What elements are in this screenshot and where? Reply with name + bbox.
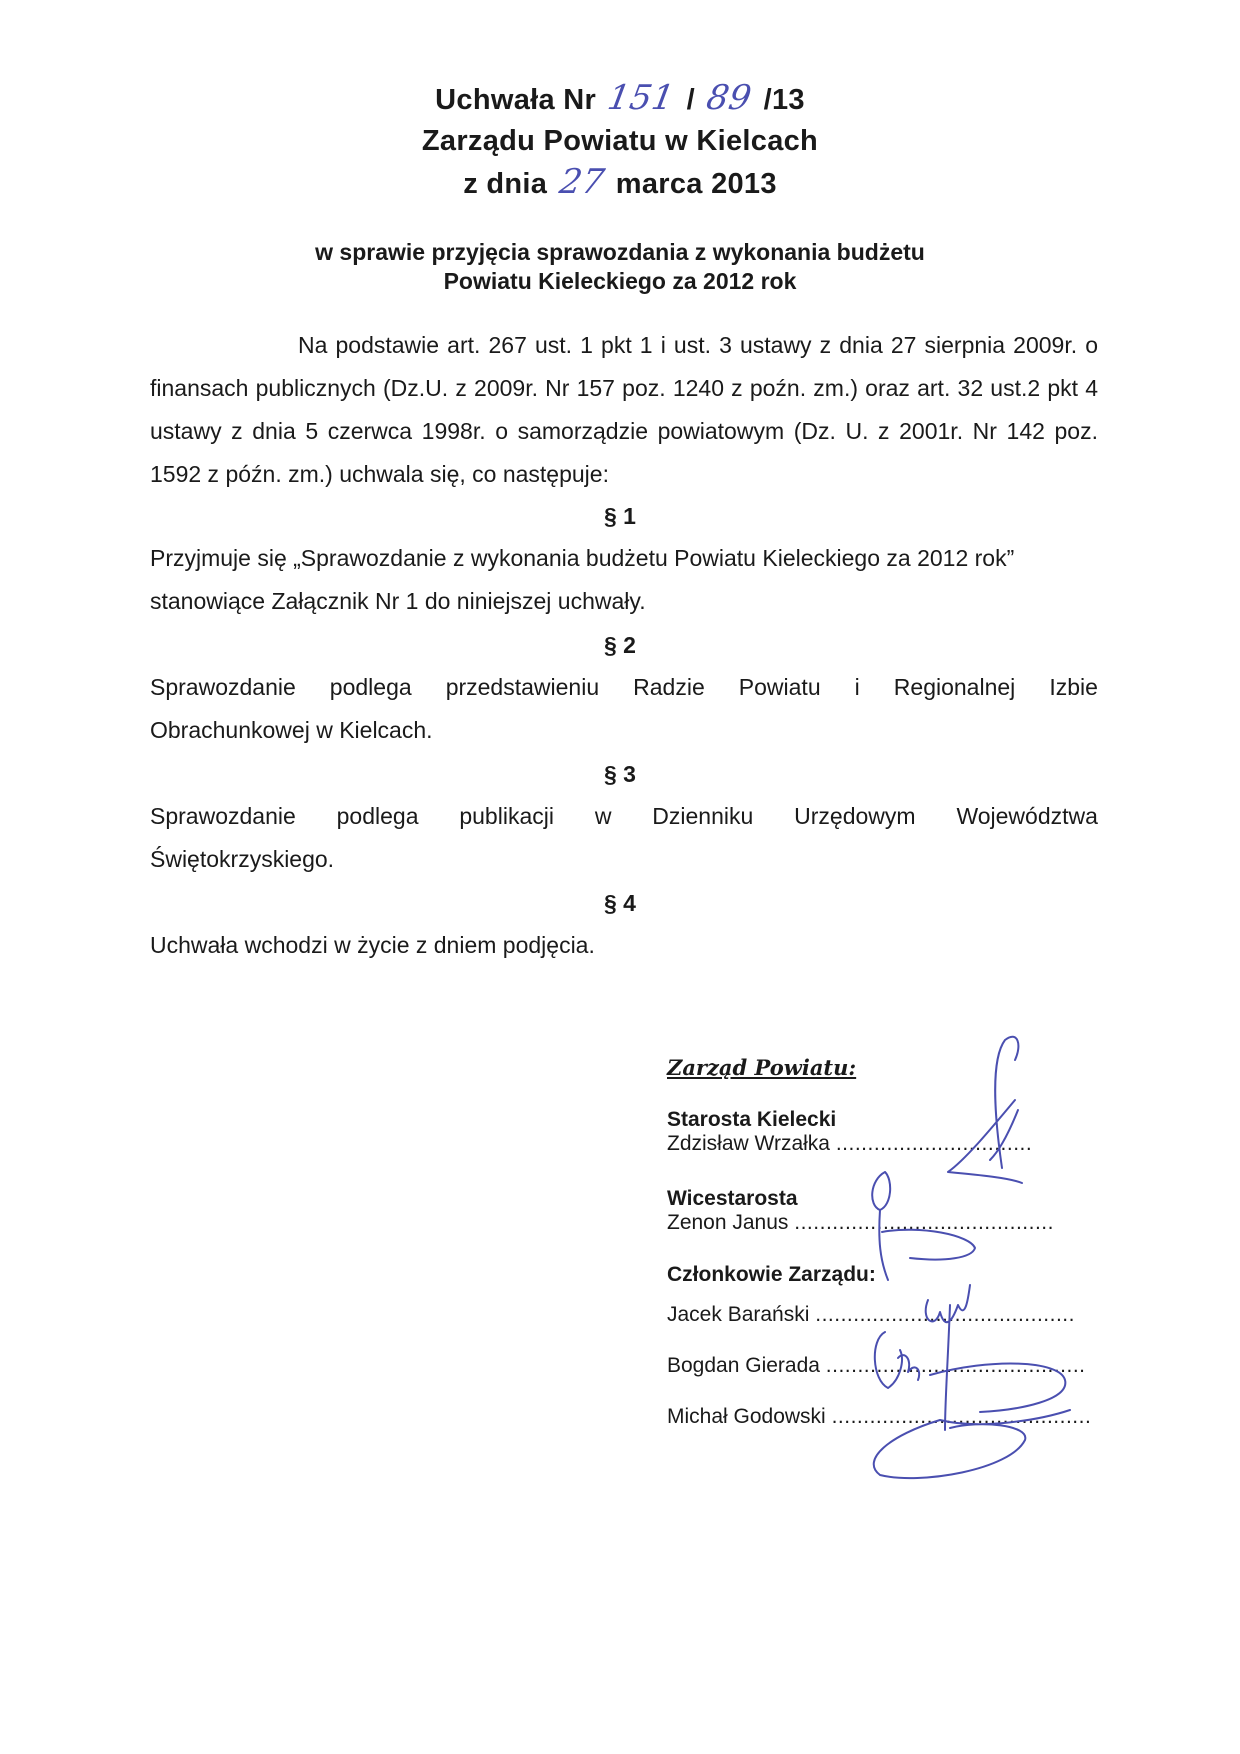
word: Sprawozdanie: [150, 674, 296, 700]
section-4-text: [150, 924, 1098, 967]
member-1-line: [667, 1303, 1075, 1327]
member-1-name: Jacek Barański: [667, 1303, 810, 1326]
section-4-heading: § 4: [604, 890, 636, 916]
section-4-line-1: Uchwała wchodzi w życie z dniem podjęcia.: [150, 932, 595, 958]
member-2-name: Bogdan Gierada: [667, 1354, 820, 1377]
date-prefix: z dnia: [463, 168, 548, 200]
word: Powiatu: [738, 674, 821, 700]
word: publikacji: [459, 803, 554, 829]
handwritten-number-a: 151: [605, 78, 678, 118]
signature-block: [667, 1055, 1092, 1429]
resolution-number-suffix: /13: [763, 84, 805, 116]
resolution-subject: [0, 238, 1240, 296]
board-heading: Zarząd Powiatu:: [667, 1055, 857, 1080]
section-2-text: [150, 666, 1098, 752]
section-1-heading: § 1: [604, 503, 636, 529]
subject-line-1: w sprawie przyjęcia sprawozdania z wykonania budżetu: [315, 239, 925, 265]
word: Radzie: [633, 674, 705, 700]
wicestarosta-name: Zenon Janus: [667, 1211, 789, 1234]
wicestarosta-line: [667, 1211, 1067, 1235]
starosta-role: Starosta Kielecki: [667, 1108, 837, 1131]
word: Województwa: [956, 803, 1098, 829]
signature-dots: .........................................: [794, 1211, 1054, 1234]
signature-dots: .........................................: [825, 1354, 1086, 1377]
signature-dots: ...............................: [835, 1132, 1033, 1155]
word: podlega: [329, 674, 412, 700]
handwritten-day: 27: [556, 162, 608, 202]
section-3-heading: § 3: [604, 761, 636, 787]
wicestarosta-role: Wicestarosta: [667, 1187, 798, 1210]
member-3-line: [667, 1405, 1092, 1429]
starosta-line: [667, 1132, 1067, 1156]
members-role: Członkowie Zarządu:: [667, 1263, 876, 1286]
member-2-line: [667, 1354, 1086, 1378]
word: Regionalnej: [893, 674, 1016, 700]
word: i: [854, 674, 860, 700]
word: Dzienniku: [652, 803, 754, 829]
starosta-name: Zdzisław Wrzałka: [667, 1132, 830, 1155]
signature-dots: .........................................: [831, 1405, 1092, 1428]
resolution-date-line: [0, 162, 1240, 205]
handwritten-number-b: 89: [703, 78, 755, 118]
legal-basis-paragraph: Na podstawie art. 267 ust. 1 pkt 1 i ust. 3 ustawy z dnia 27 sierpnia 2009r. o finansach publicznych (Dz.U. z 2009r. Nr 157 poz. 1240 z poźn. zm.) oraz art. 32 ust.2 pkt 4 ustawy z dnia 5 czerwca 1998r. o samorządzie powiatowym (Dz. U. z 2001r. Nr 142 poz. 1592 z późn. zm.) uchwala się, co następuje:: [150, 332, 1098, 487]
section-2-heading: § 2: [604, 632, 636, 658]
word: przedstawieniu: [445, 674, 600, 700]
word: Izbie: [1049, 674, 1098, 700]
subject-line-2: Powiatu Kieleckiego za 2012 rok: [443, 268, 797, 294]
section-1-text: [150, 537, 1098, 623]
section-2-line-1: [150, 666, 1098, 709]
word: podlega: [336, 803, 419, 829]
date-suffix: marca 2013: [615, 168, 777, 200]
section-3-text: [150, 795, 1098, 881]
issuing-body: Zarządu Powiatu w Kielcach: [421, 125, 819, 157]
section-1-line-1: Przyjmuje się „Sprawozdanie z wykonania budżetu Powiatu Kieleckiego za 2012 rok”: [150, 545, 1015, 571]
resolution-number-line: [0, 78, 1240, 121]
section-2-line-2: Obrachunkowej w Kielcach.: [150, 717, 433, 743]
word: Urzędowym: [794, 803, 916, 829]
section-3-line-2: Świętokrzyskiego.: [150, 846, 335, 872]
word: w: [594, 803, 612, 829]
resolution-number-separator: /: [686, 84, 695, 116]
section-3-line-1: [150, 795, 1098, 838]
section-1-line-2: stanowiące Załącznik Nr 1 do niniejszej uchwały.: [150, 588, 646, 614]
resolution-number-prefix: Uchwała Nr: [435, 84, 597, 116]
word: Sprawozdanie: [150, 803, 296, 829]
signature-dots: .........................................: [815, 1303, 1075, 1326]
member-3-name: Michał Godowski: [667, 1405, 826, 1428]
resolution-title: [0, 78, 1240, 205]
